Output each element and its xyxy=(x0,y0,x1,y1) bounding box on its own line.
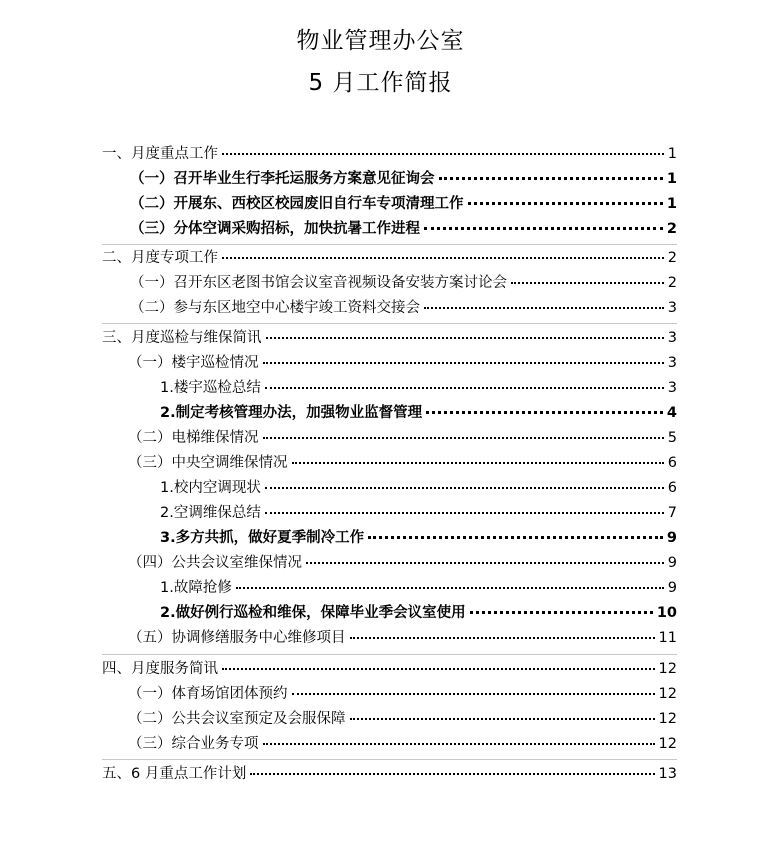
toc-entry-label: （三）综合业务专项 xyxy=(128,736,259,752)
toc-entry-label: （一）召开毕业生行李托运服务方案意见征询会 xyxy=(130,171,435,187)
toc-entry[interactable] xyxy=(128,682,677,707)
toc-entry-page: 3 xyxy=(667,300,677,316)
toc-entry-page: 13 xyxy=(658,766,677,782)
document-title: 物业管理办公室 xyxy=(296,28,465,54)
toc-leader-dots xyxy=(222,257,664,259)
toc-leader-dots xyxy=(424,227,663,230)
toc-entry-label: 2.做好例行巡检和维保，保障毕业季会议室使用 xyxy=(160,605,466,621)
document-subtitle: 5 月工作简报 xyxy=(308,70,453,96)
toc-leader-dots xyxy=(350,718,655,720)
toc-entry-label: （二）电梯维保情况 xyxy=(128,430,259,446)
toc-entry-label: 一、月度重点工作 xyxy=(102,146,218,162)
toc-entry-label: （二）参与东区地空中心楼宇竣工资料交接会 xyxy=(130,300,420,316)
toc-entry[interactable] xyxy=(160,376,677,401)
toc-entry-label: （五）协调修缮服务中心维修项目 xyxy=(128,630,346,646)
toc-entry[interactable] xyxy=(130,192,677,217)
toc-entry[interactable] xyxy=(128,707,677,732)
toc-leader-dots xyxy=(368,536,663,539)
toc-entry[interactable] xyxy=(128,426,677,451)
toc-entry[interactable] xyxy=(102,657,677,682)
toc-entry-page: 1 xyxy=(666,196,677,212)
toc-entry[interactable] xyxy=(160,401,677,426)
toc-entry-page: 3 xyxy=(667,330,677,346)
section-divider xyxy=(102,759,677,760)
toc-entry[interactable] xyxy=(160,526,677,551)
toc-entry-label: （一）召开东区老图书馆会议室音视频设备安装方案讨论会 xyxy=(130,275,507,291)
toc-entry-page: 9 xyxy=(666,530,677,546)
toc-entry-page: 1 xyxy=(666,171,677,187)
toc-entry-label: 2.空调维保总结 xyxy=(160,505,261,521)
toc-leader-dots xyxy=(292,693,655,695)
toc-entry-page: 12 xyxy=(658,686,677,702)
toc-entry-label: 三、月度巡检与维保简讯 xyxy=(102,330,262,346)
toc-leader-dots xyxy=(263,743,655,745)
toc-leader-dots xyxy=(236,587,664,589)
toc-entry-label: 1.故障抢修 xyxy=(160,580,232,596)
toc-entry-label: （一）楼宇巡检情况 xyxy=(128,355,259,371)
toc-entry-page: 12 xyxy=(658,736,677,752)
toc-leader-dots xyxy=(222,153,664,155)
toc-entry[interactable] xyxy=(160,476,677,501)
toc-leader-dots xyxy=(306,562,664,564)
toc-entry-label: 1.校内空调现状 xyxy=(160,480,261,496)
toc-entry[interactable] xyxy=(102,762,677,787)
toc-entry-page: 1 xyxy=(667,146,677,162)
toc-entry-page: 11 xyxy=(658,630,677,646)
toc-leader-dots xyxy=(266,337,664,339)
section-divider xyxy=(102,244,677,245)
toc-entry-label: （四）公共会议室维保情况 xyxy=(128,555,302,571)
toc-entry-label: 二、月度专项工作 xyxy=(102,250,218,266)
toc-entry[interactable] xyxy=(130,217,677,242)
toc-entry-label: 3.多方共抓，做好夏季制冷工作 xyxy=(160,530,365,546)
toc-leader-dots xyxy=(470,611,653,614)
toc-entry[interactable] xyxy=(160,601,677,626)
toc-leader-dots xyxy=(263,362,664,364)
toc-leader-dots xyxy=(263,437,664,439)
toc-leader-dots xyxy=(265,487,664,489)
toc-entry-page: 6 xyxy=(667,455,677,471)
toc-entry[interactable] xyxy=(102,246,677,271)
section-divider xyxy=(102,323,677,324)
toc-entry[interactable] xyxy=(128,351,677,376)
toc-leader-dots xyxy=(350,637,655,639)
toc-entry-label: 1.楼宇巡检总结 xyxy=(160,380,261,396)
toc-entry[interactable] xyxy=(128,626,677,651)
toc-entry-page: 2 xyxy=(666,221,677,237)
toc-entry-label: 四、月度服务简讯 xyxy=(102,661,218,677)
toc-entry-page: 3 xyxy=(667,355,677,371)
toc-entry-label: （三）分体空调采购招标，加快抗暑工作进程 xyxy=(130,221,420,237)
section-divider xyxy=(102,654,677,655)
toc-entry-page: 2 xyxy=(667,250,677,266)
toc-entry[interactable] xyxy=(160,576,677,601)
toc-entry[interactable] xyxy=(160,501,677,526)
toc-leader-dots xyxy=(250,773,654,775)
toc-leader-dots xyxy=(424,307,664,309)
toc-entry-page: 2 xyxy=(667,275,677,291)
toc-leader-dots xyxy=(426,411,663,414)
toc-entry-page: 9 xyxy=(667,580,677,596)
toc-entry[interactable] xyxy=(102,142,677,167)
toc-entry[interactable] xyxy=(130,167,677,192)
toc-entry-page: 10 xyxy=(656,605,677,621)
toc-entry-label: 2.制定考核管理办法，加强物业监督管理 xyxy=(160,405,423,421)
toc-entry-page: 12 xyxy=(658,711,677,727)
toc-entry[interactable] xyxy=(102,326,677,351)
toc-entry-page: 4 xyxy=(666,405,677,421)
toc-leader-dots xyxy=(222,668,655,670)
toc-entry-label: （二）开展东、西校区校园废旧自行车专项清理工作 xyxy=(130,196,464,212)
toc-leader-dots xyxy=(265,387,664,389)
toc-entry-page: 6 xyxy=(667,480,677,496)
toc-entry-page: 12 xyxy=(658,661,677,677)
toc-entry-page: 5 xyxy=(667,430,677,446)
toc-entry[interactable] xyxy=(130,271,677,296)
toc-entry-page: 7 xyxy=(667,505,677,521)
toc-entry-label: 五、6 月重点工作计划 xyxy=(102,766,247,782)
toc-entry[interactable] xyxy=(130,296,677,321)
toc-leader-dots xyxy=(468,202,663,205)
toc-entry-page: 9 xyxy=(667,555,677,571)
toc-leader-dots xyxy=(265,512,664,514)
toc-entry-label: （三）中央空调维保情况 xyxy=(128,455,288,471)
toc-entry[interactable] xyxy=(128,732,677,757)
toc-leader-dots xyxy=(511,282,664,284)
toc-entry-page: 3 xyxy=(667,380,677,396)
toc-entry[interactable] xyxy=(128,551,677,576)
toc-entry[interactable] xyxy=(128,451,677,476)
toc-leader-dots xyxy=(439,177,663,180)
toc-leader-dots xyxy=(292,462,664,464)
toc-entry-label: （一）体育场馆团体预约 xyxy=(128,686,288,702)
toc-entry-label: （二）公共会议室预定及会服保障 xyxy=(128,711,346,727)
